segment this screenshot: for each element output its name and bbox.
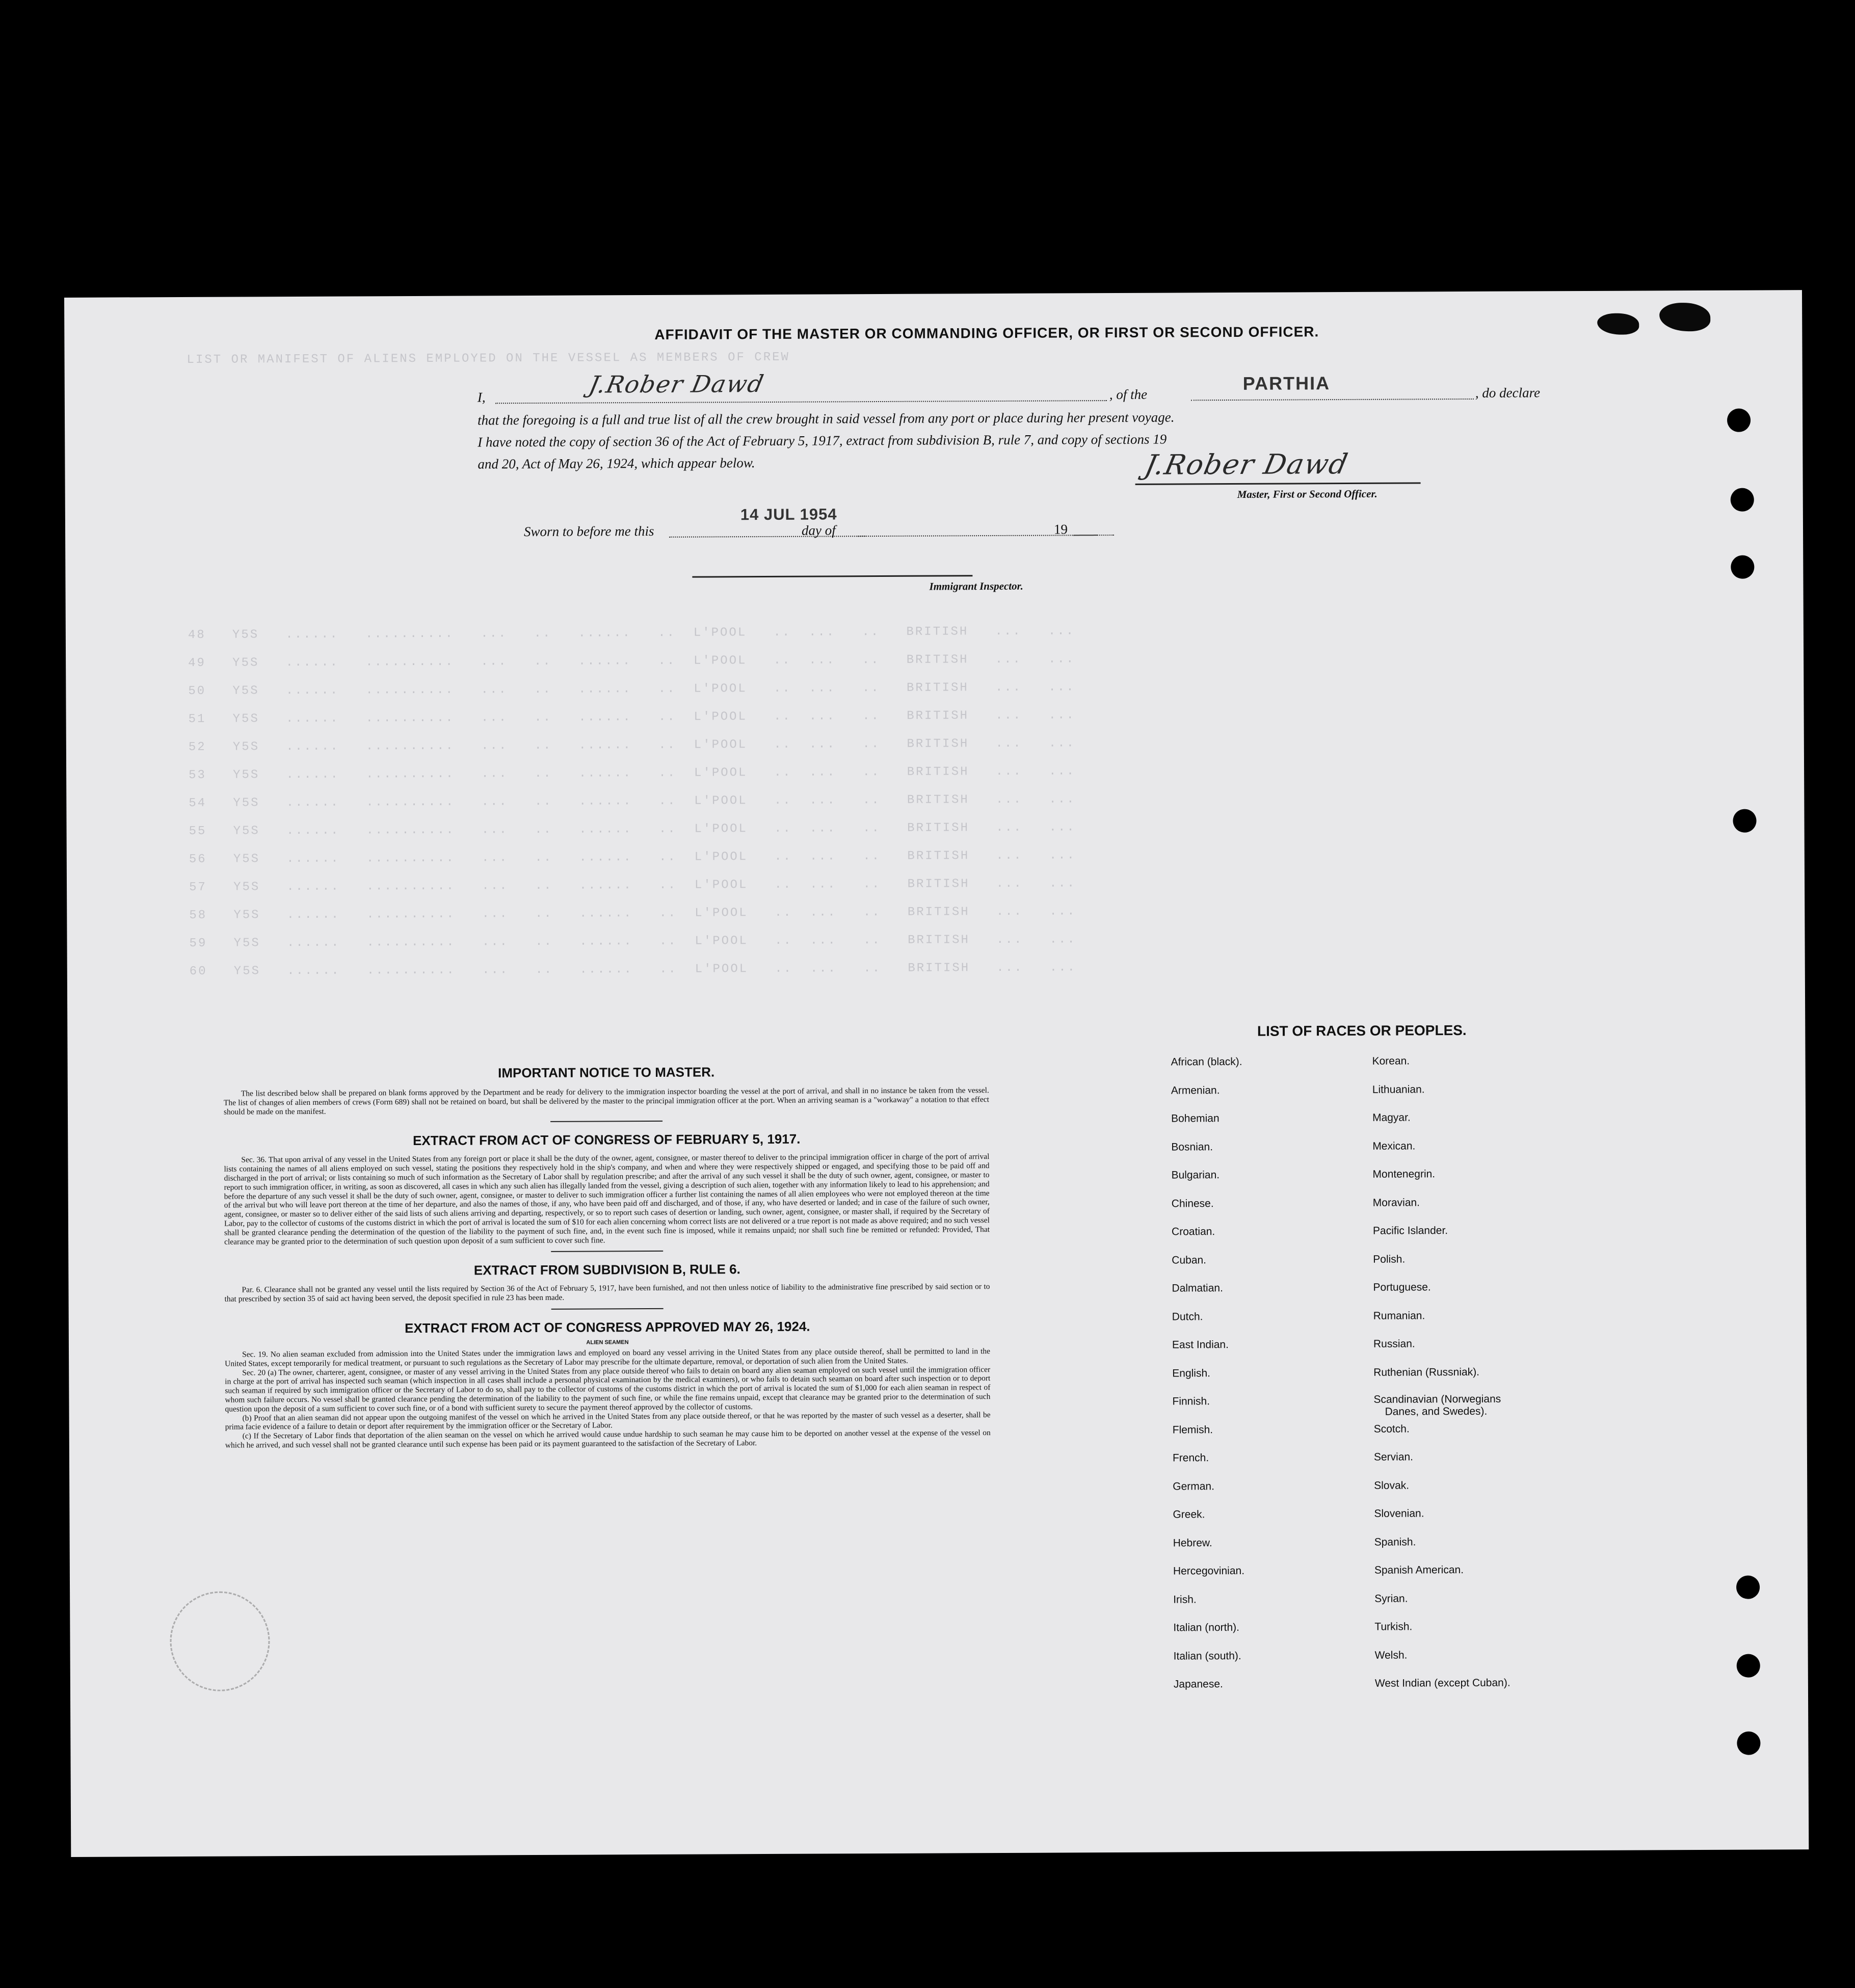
extract-1924-sec19: Sec. 19. No alien seaman excluded from admission into the United States under the immigration laws and employed on board any vessel arriving in the United States from any place outside thereof, shall be permitted to land in the United States, except temporarily for medical treatment, or pursuant to such regulations as the Secretary of Labor may prescribe for the ultimate departure, removal, or deportation of such alien from the United States. <box>225 1347 991 1368</box>
statutes-column <box>224 1063 991 1450</box>
vessel-name: PARTHIA <box>1242 373 1331 394</box>
race-item: Montenegrin. <box>1372 1168 1436 1180</box>
declarant-name-line <box>495 400 1107 404</box>
extract-rule6-title: EXTRACT FROM SUBDIVISION B, RULE 6. <box>473 1261 740 1278</box>
race-item: African (black). <box>1171 1055 1242 1068</box>
race-item: Polish. <box>1373 1253 1406 1265</box>
affidavit-line-4: and 20, Act of May 26, 1924, which appear below. <box>478 455 755 472</box>
extract-1917-text: Sec. 36. That upon arrival of any vessel in the United States from any foreign port or place it shall be the duty of the owner, agent, consignee, or master thereof to deliver to the principal immigration officer in charge of the port of arrival lists containing the names of all aliens employed on such vessel, stating the positions they respectively hold in the ship's company, and when and where they were respectively shipped or engaged, and specifying those to be paid off and discharged in the port of arrival; or lists containing so much of such information as the Secretary of Labor shall by regulation prescribe; and after the arrival of any such vessel it shall be the duty of such owner, agent, consignee, or master to report to such immigration officer, in writing, as soon as discovered, all cases in which any such alien has illegally landed from the vessel, giving a description of such alien, together with any information likely to lead to his apprehension; and before the departure of any such vessel it shall be the duty of such owner, agent, consignee, or master to deliver to such immigration officer a further list containing the names of all alien employees who were not employed thereon at the time of the arrival but who will leave port thereon at the time of her departure, and also the names of those, if any, who have been paid off and discharged, and of those, if any, who have deserted or landed; and in case of the failure of such owner, agent, consignee, or master so to deliver either of the said lists of such aliens arriving and departing, respectively, or so to report such cases of desertion or landing, such owner, agent, consignee, or master shall, if required by the Secretary of Labor, pay to the collector of customs of the customs district in which the port of arrival is located the sum of $10 for each alien concerning whom correct lists are not delivered or a true report is not made as above required; and no such vessel shall be granted clearance pending the determination of the question of the liability to the payment of such fine, and, in the event such fine is imposed, while it remains unpaid; nor shall such fine be remitted or refunded: Provided, That clearance may be granted prior to the determination of such question upon deposit of a sum sufficient to cover such fine. <box>224 1152 990 1247</box>
race-item: Slovenian. <box>1374 1507 1424 1520</box>
manifest-back-page <box>64 290 1809 1857</box>
race-item: Ruthenian (Russniak). <box>1373 1366 1480 1379</box>
punch-hole <box>1731 555 1754 579</box>
extract-1924-sec20c: (c) If the Secretary of Labor finds that deportation of the alien seaman on the vessel on which he arrived would cause undue hardship to such seaman he may cause him to be deported on another vessel at the expense of the vessel on which he arrived, and such vessel shall not be granted clearance until such expense has been paid or its payment guaranteed to the satisfaction of the Secretary of Labor. <box>225 1428 991 1450</box>
race-item: Dutch. <box>1172 1310 1203 1323</box>
section-divider <box>551 1251 663 1252</box>
race-item: Slovak. <box>1374 1479 1410 1492</box>
punch-hole <box>1733 809 1756 833</box>
race-item: Italian (north). <box>1173 1621 1240 1634</box>
notice-text: The list described below shall be prepared on blank forms approved by the Department and be ready for delivery to the immigration inspector boarding the vessel at the port of arrival, and shall in no instance be taken from the vessel. The list of changes of alien members of crews (Form 689) shall not be retained on board, but shall be delivered by the master to the principal immigration officer at the port. When an arriving seaman is a "workaway" a notation to that effect should be made on the manifest. <box>223 1086 989 1117</box>
race-item: Turkish. <box>1374 1621 1413 1633</box>
race-item: Moravian. <box>1372 1196 1420 1209</box>
race-item: Armenian. <box>1171 1084 1220 1097</box>
race-item: Korean. <box>1372 1055 1410 1067</box>
race-item: German. <box>1173 1480 1214 1493</box>
race-item: Cuban. <box>1172 1254 1207 1266</box>
bleed-through-crew-list: LIST OR MANIFEST OF ALIENS EMPLOYED ON THE VESSEL AS MEMBERS OF CREW 48 Y5S ...... .......... ... .. ...... .. L'POOL .. ... .. BRITISH ... ... 49 Y5S ...... .......... ... .. ...... .. L'POOL .. ... .. BRITISH ... ... 50 Y5S ...... .......... ... .. ...... .. L'POOL .. ... .. BRITISH ... ... 51 Y5S ...... .......... ... .. ...... .. L'POOL .. ... .. BRITISH ... ... 52 Y5S ...... .......... ... .. ...... .. L'POOL .. ... .. BRITISH ... ... 53 Y5S ...... .......... ... .. ...... .. L'POOL .. ... .. BRITISH ... ... 54 Y5S ...... .......... ... .. ...... .. L'POOL .. ... .. BRITISH ... ... 55 Y5S ...... .......... ... .. ...... .. L'POOL .. ... .. BRITISH ... ... 56 Y5S ...... .......... ... .. ...... .. L'POOL .. ... .. BRITISH ... ... 57 Y5S ...... .......... ... .. ...... .. L'POOL .. ... .. BRITISH ... ... 58 Y5S ...... .......... ... .. ...... .. L'POOL .. ... .. BRITISH ... ... 59 Y5S ...... .......... ... .. ...... .. L'POOL .. ... .. BRITISH ... ... 60 Y5S ...... .......... ... .. ...... .. L'POOL .. ... .. BRITISH ... ... <box>187 350 1077 978</box>
extract-1924-title: EXTRACT FROM ACT OF CONGRESS APPROVED MAY 26, 1924. <box>404 1318 810 1336</box>
section-divider <box>550 1121 662 1122</box>
race-item: Hercegovinian. <box>1173 1565 1245 1577</box>
race-item: Servian. <box>1373 1451 1414 1463</box>
officer-signature: J.Rober Dawd <box>1142 447 1352 481</box>
races-right-column <box>1372 1053 1600 1705</box>
race-item: English. <box>1172 1367 1210 1380</box>
race-item: Mexican. <box>1372 1139 1416 1152</box>
race-item: Finnish. <box>1172 1395 1210 1408</box>
race-item: East Indian. <box>1172 1339 1229 1351</box>
embossed-seal <box>170 1591 270 1691</box>
race-item: Chinese. <box>1171 1197 1214 1210</box>
sworn-before-label: Sworn to before me this <box>523 523 654 540</box>
notice-title: IMPORTANT NOTICE TO MASTER. <box>498 1064 715 1081</box>
paper-damage-mark <box>1597 313 1639 335</box>
race-item: Bohemian <box>1171 1112 1220 1125</box>
extract-1924-subtitle: ALIEN SEAMEN <box>586 1339 629 1346</box>
punch-hole <box>1736 1576 1760 1599</box>
race-item: Bulgarian. <box>1171 1169 1220 1181</box>
race-item: Portuguese. <box>1373 1281 1431 1293</box>
extract-rule6-text: Par. 6. Clearance shall not be granted any vessel until the lists required by Section 36 of the Act of February 5, 1917, have been furnished, and not then unless notice of liability to the administrative fine prescribed by said section or to that prescribed by section 35 of said act having been served, the deposit specified in rule 23 has been made. <box>224 1282 990 1304</box>
sworn-year-line <box>1073 535 1114 536</box>
inspector-signature-line <box>692 575 972 577</box>
paper-damage-mark <box>1659 303 1710 331</box>
race-item: Japanese. <box>1173 1678 1223 1690</box>
races-left-column <box>1171 1054 1358 1706</box>
race-item: Russian. <box>1373 1338 1415 1350</box>
race-item: French. <box>1172 1452 1209 1464</box>
punch-hole <box>1737 1732 1760 1755</box>
year-prefix: 19 <box>1053 521 1068 537</box>
section-divider <box>551 1308 664 1310</box>
race-item: Welsh. <box>1374 1649 1408 1661</box>
race-item: Lithuanian. <box>1372 1083 1425 1096</box>
affidavit-line-2: that the foregoing is a full and true list of all the crew brought in said vessel from any port or place during her present voyage. <box>477 409 1175 428</box>
race-item: Italian (south). <box>1173 1650 1241 1662</box>
extract-1924-sec20a: Sec. 20 (a) The owner, charterer, agent, consignee, or master of any vessel arriving in the United States from any place outside thereof who fails to detain on board any alien seaman employed on such vessel until the immigration officer in charge at the port of arrival has inspected such seaman (which inspection in all cases shall include a personal physical examination by the medical examiners), or who fails to detain such seaman on board after such inspection or to deport such seaman if required by such immigration officer or the Secretary of Labor to do so, shall pay to the collector of customs of the customs district in which the port of arrival is located the sum of $1,000 for each alien seaman in respect of whom such failure occurs. No vessel shall be granted clearance pending the determination of the liability to the payment of such fine, or while the fine remains unpaid, except that clearance may be granted prior to the determination of such question upon the deposit of a sum sufficient to cover such fine, or of a bond with sufficient surety to secure the payment thereof approved by the collector of customs. <box>225 1365 991 1414</box>
race-item: Rumanian. <box>1373 1309 1425 1322</box>
race-item: Dalmatian. <box>1172 1282 1223 1294</box>
race-item-scandinavian <box>1373 1393 1598 1422</box>
punch-hole <box>1737 1654 1760 1678</box>
affidavit-line-3: I have noted the copy of section 36 of the Act of February 5, 1917, extract from subdivision B, rule 7, and copy of sections 19 <box>478 431 1167 450</box>
of-the-label: , of the <box>1109 386 1148 403</box>
affidavit-declarant-label: I, <box>477 389 486 405</box>
race-item: Greek. <box>1173 1508 1205 1521</box>
date-stamp: 14 JUL 1954 <box>740 505 837 524</box>
race-item: Syrian. <box>1374 1593 1408 1605</box>
race-item-line-continued: Danes, and Swedes). <box>1385 1405 1488 1418</box>
race-item: West Indian (except Cuban). <box>1374 1677 1510 1689</box>
punch-hole <box>1731 488 1754 512</box>
race-item: Bosnian. <box>1171 1141 1213 1153</box>
extract-1924-sec20b: (b) Proof that an alien seaman did not appear upon the outgoing manifest of the vessel on which he arrived in the United States from any place outside thereof, or that he was reported by the master of such vessel as a deserter, shall be prima facie evidence of a failure to detain or deport after requirement by the immigration officer or the Secretary of Labor. <box>225 1410 991 1432</box>
day-of-label: day of <box>801 522 836 538</box>
do-declare-label: , do declare <box>1475 385 1541 401</box>
race-item: Irish. <box>1173 1593 1197 1606</box>
officer-label: Master, First or Second Officer. <box>1237 487 1377 500</box>
race-item: Magyar. <box>1372 1111 1411 1124</box>
affidavit-title: AFFIDAVIT OF THE MASTER OR COMMANDING OFFICER, OR FIRST OR SECOND OFFICER. <box>654 324 1319 342</box>
races-title: LIST OF RACES OR PEOPLES. <box>1257 1022 1467 1039</box>
declarant-signature: J.Rober Dawd <box>587 369 767 399</box>
punch-hole <box>1727 409 1751 432</box>
race-item-line: Scandinavian (Norwegians <box>1373 1393 1501 1406</box>
race-item: Croatian. <box>1171 1226 1215 1238</box>
officer-signature-line <box>1135 482 1421 485</box>
vessel-name-line <box>1191 399 1474 401</box>
extract-1917-title: EXTRACT FROM ACT OF CONGRESS OF FEBRUARY 5, 1917. <box>412 1131 801 1149</box>
sworn-day-line <box>669 536 865 538</box>
race-item: Flemish. <box>1172 1423 1213 1436</box>
race-item: Scotch. <box>1373 1423 1410 1435</box>
race-item: Spanish. <box>1374 1535 1416 1548</box>
race-item: Spanish American. <box>1374 1564 1464 1576</box>
race-item: Pacific Islander. <box>1372 1225 1448 1237</box>
inspector-label: Immigrant Inspector. <box>929 579 1023 593</box>
race-item: Hebrew. <box>1173 1536 1212 1549</box>
